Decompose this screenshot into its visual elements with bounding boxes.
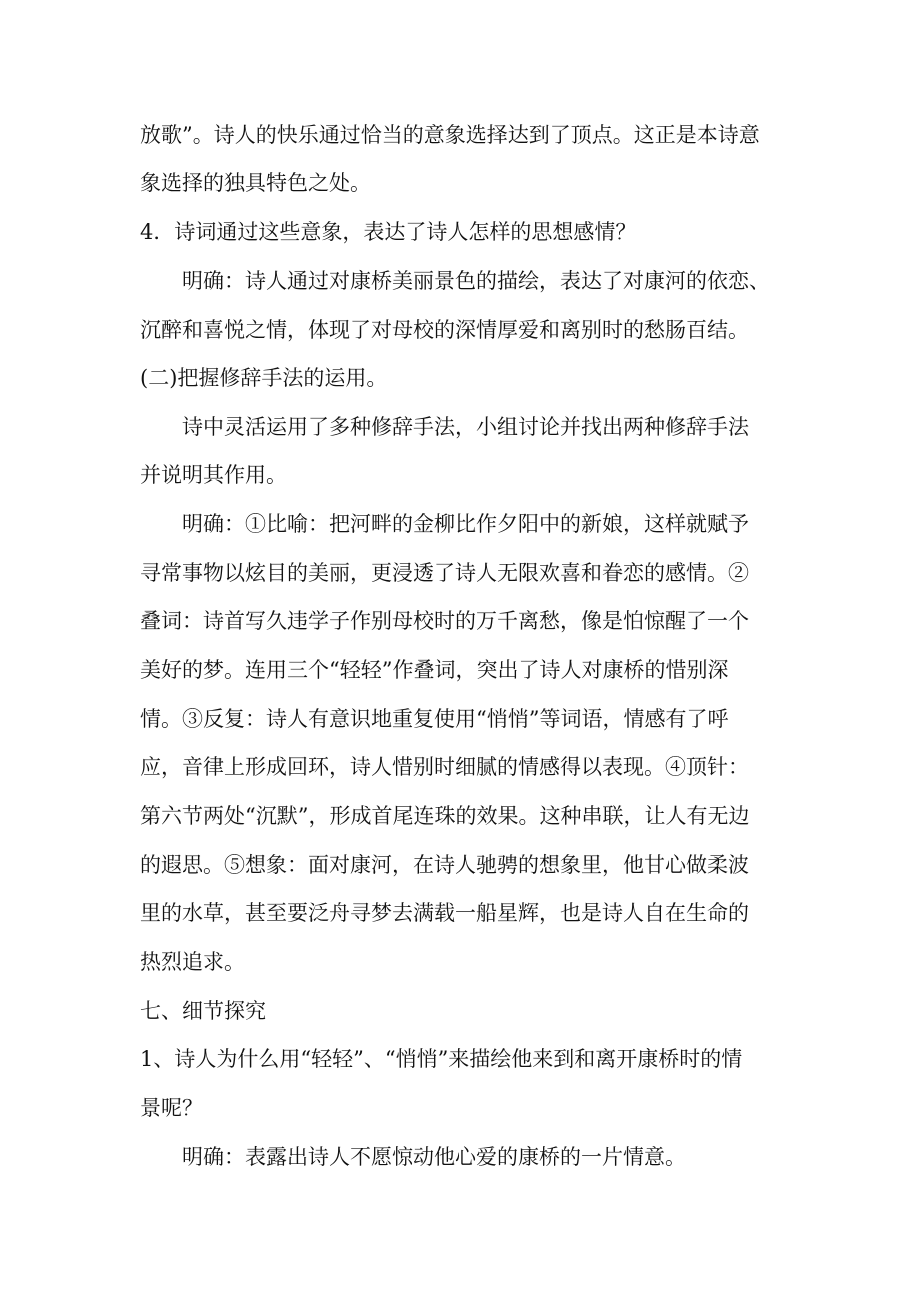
section-heading: (二)把握修辞手法的运用。 — [140, 366, 388, 390]
text-line: 叠词：诗首写久违学子作别母校时的万千离愁，像是怕惊醒了一个 — [140, 609, 749, 633]
text-line: 寻常事物以炫目的美丽，更浸透了诗人无限欢喜和眷恋的感情。② — [140, 561, 749, 585]
text-line: 应，音律上形成回环，诗人惜别时细腻的情感得以表现。④顶针： — [140, 755, 749, 779]
text-line: 1、诗人为什么用“轻轻”、“悄悄”来描绘他来到和离开康桥时的情 — [140, 1047, 743, 1071]
section-heading: 七、细节探究 — [140, 999, 266, 1023]
text-line: 放歌”。诗人的快乐通过恰当的意象选择达到了顶点。这正是本诗意 — [140, 123, 760, 147]
text-line: 明确：表露出诗人不愿惊动他心爱的康桥的一片情意。 — [182, 1145, 686, 1169]
text-line: 美好的梦。连用三个“轻轻”作叠词，突出了诗人对康桥的惜别深 — [140, 658, 729, 682]
text-line: 明确：诗人通过对康桥美丽景色的描绘，表达了对康河的依恋、 — [182, 269, 770, 293]
text-line: 情。③反复：诗人有意识地重复使用“悄悄”等词语，情感有了呼 — [140, 707, 729, 731]
text-line: 景呢？ — [140, 1096, 203, 1120]
text-line: 里的水草，甚至要泛舟寻梦去满载一船星辉，也是诗人自在生命的 — [140, 901, 749, 925]
text-line: 第六节两处“沉默”，形成首尾连珠的效果。这种串联，让人有无边 — [140, 804, 750, 828]
text-line: 象选择的独具特色之处。 — [140, 171, 371, 195]
text-line: 沉醉和喜悦之情，体现了对母校的深情厚爱和离别时的愁肠百结。 — [140, 318, 749, 342]
text-line: 的遐思。⑤想象：面对康河，在诗人驰骋的想象里，他甘心做柔波 — [140, 853, 749, 877]
text-line: 热烈追求。 — [140, 950, 245, 974]
text-line: 并说明其作用。 — [140, 463, 287, 487]
text-line: 明确：①比喻：把河畔的金柳比作夕阳中的新娘，这样就赋予 — [182, 512, 749, 536]
text-line: 4．诗词通过这些意象，表达了诗人怎样的思想感情？ — [140, 220, 637, 244]
text-line: 诗中灵活运用了多种修辞手法，小组讨论并找出两种修辞手法 — [182, 415, 749, 439]
